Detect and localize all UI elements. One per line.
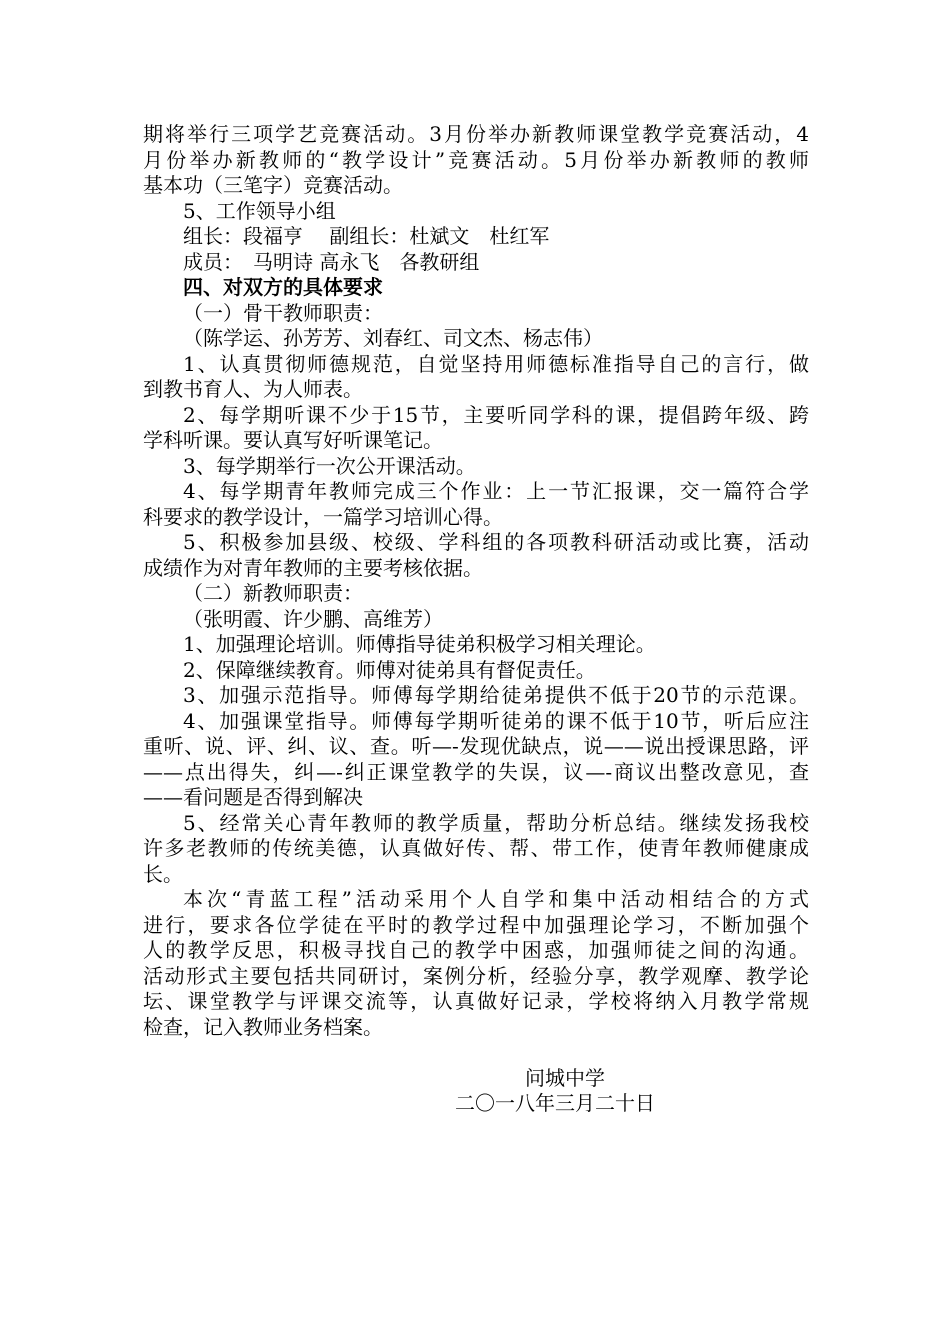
group-members: 成员： 马明诗 高永飞 各教研组 <box>183 249 480 274</box>
paragraph-line: 到教书育人、为人师表。 <box>143 377 363 401</box>
paragraph-line: 检查，记入教师业务档案。 <box>143 1014 383 1039</box>
paragraph-line: 1、加强理论培训。师傅指导徒弟积极学习相关理论。 <box>183 632 656 656</box>
paragraph-line: 2、每学期听课不少于15节，主要听同学科的课，提倡跨年级、跨 <box>183 402 809 427</box>
paragraph-line: 进行，要求各位学徒在平时的教学过程中加强理论学习，不断加强个 <box>143 912 809 937</box>
paragraph-line: 重听、说、评、纠、议、查。听—-发现优缺点，说——说出授课思路，评 <box>143 734 809 758</box>
document-page <box>143 122 809 1117</box>
paragraph-line: 月份举办新教师的“教学设计”竞赛活动。5月份举办新教师的教师 <box>143 147 809 172</box>
paragraph-line: 长。 <box>143 861 183 886</box>
paragraph-line: 坛、课堂教学与评课交流等，认真做好记录，学校将纳入月教学常规 <box>143 989 809 1013</box>
paragraph-line: 人的教学反思，积极寻找自己的教学中困惑，加强师徒之间的沟通。 <box>143 938 809 962</box>
paragraph-line: ——看问题是否得到解决 <box>143 785 363 809</box>
group-leaders: 组长：段福亨 副组长：杜斌文 杜红军 <box>183 224 550 248</box>
subsection-heading: （一）骨干教师职责： <box>183 300 383 325</box>
paragraph-line: 4、每学期青年教师完成三个作业：上一节汇报课，交一篇符合学 <box>183 479 809 503</box>
paragraph-line: 科要求的教学设计，一篇学习培训心得。 <box>143 504 503 529</box>
name-list: （陈学运、孙芳芳、刘春红、司文杰、杨志伟） <box>183 326 603 350</box>
paragraph-line: 活动形式主要包括共同研讨，案例分析，经验分享，教学观摩、教学论 <box>143 963 809 988</box>
signature-school: 问城中学 <box>525 1065 605 1090</box>
signature-date: 二〇一八年三月二十日 <box>455 1091 655 1115</box>
paragraph-line: 基本功（三笔字）竞赛活动。 <box>143 173 403 197</box>
paragraph-line: 2、保障继续教育。师傅对徒弟具有督促责任。 <box>183 657 596 682</box>
paragraph-line: 4、加强课堂指导。师傅每学期听徒弟的课不低于10节，听后应注 <box>183 708 809 733</box>
paragraph-line: 期将举行三项学艺竞赛活动。3月份举办新教师课堂教学竞赛活动，4 <box>143 122 809 146</box>
paragraph-line: 1、认真贯彻师德规范，自觉坚持用师德标准指导自己的言行，做 <box>183 351 809 376</box>
section-heading: 5、工作领导小组 <box>183 198 336 223</box>
paragraph-line: 学科听课。要认真写好听课笔记。 <box>143 428 443 452</box>
paragraph-line: 本次“青蓝工程”活动采用个人自学和集中活动相结合的方式 <box>183 887 809 911</box>
section-title: 四、对双方的具体要求 <box>183 275 383 299</box>
paragraph-line: 成绩作为对青年教师的主要考核依据。 <box>143 555 483 580</box>
paragraph-line: ——点出得失，纠—-纠正课堂教学的失误，议—-商议出整改意见，查 <box>143 759 809 784</box>
spacer <box>143 1040 809 1066</box>
paragraph-line: 3、每学期举行一次公开课活动。 <box>183 453 476 478</box>
paragraph-line: 5、经常关心青年教师的教学质量，帮助分析总结。继续发扬我校 <box>183 810 809 835</box>
paragraph-line: 5、积极参加县级、校级、学科组的各项教科研活动或比赛，活动 <box>183 530 809 554</box>
paragraph-line: 许多老教师的传统美德，认真做好传、帮、带工作，使青年教师健康成 <box>143 836 809 860</box>
name-list: （张明霞、许少鹏、高维芳） <box>183 606 443 631</box>
subsection-heading: （二）新教师职责： <box>183 581 363 605</box>
paragraph-line: 3、加强示范指导。师傅每学期给徒弟提供不低于20节的示范课。 <box>183 683 809 707</box>
